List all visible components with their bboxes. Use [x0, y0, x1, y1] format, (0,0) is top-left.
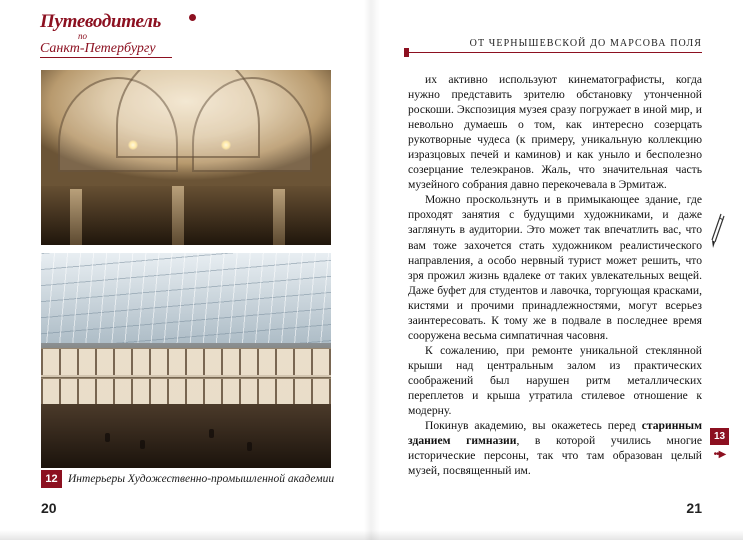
column-shape: [273, 189, 285, 245]
logo-underline: [40, 57, 172, 58]
running-head: ОТ ЧЕРНЫШЕВСКОЙ ДО МАРСОВА ПОЛЯ: [469, 38, 702, 49]
floor-shape: [41, 404, 331, 469]
paragraph: К сожалению, при ремонте уникальной стеклянной крыши над центральным залом из практических соображений был нарушен ритм металлических переплетов и крыша утратила стилевое отношение к модерну.: [408, 343, 702, 418]
figure-silhouette: [209, 429, 214, 438]
right-page: [371, 0, 743, 540]
lamp-icon: [221, 140, 231, 150]
page-number-right: 21: [686, 500, 702, 516]
reference-badge: 13: [710, 428, 729, 445]
arcade-row: [41, 349, 331, 375]
column-shape: [70, 189, 82, 245]
paragraph-tail: , в которой учились многие исторические персоны, так что там образован целый музей, посвященный им.: [408, 434, 702, 478]
logo-subtitle: Санкт-Петербургу: [40, 41, 156, 56]
figure-silhouette: [105, 433, 110, 442]
reference-arrow-icon: ••▶: [713, 449, 726, 460]
glass-roof-shape: [41, 253, 331, 343]
arcade-row: [41, 379, 331, 405]
logo-title: Путеводитель: [40, 11, 161, 32]
vault-ceiling-photo: [41, 70, 331, 245]
paragraph: их активно используют кинематографисты, когда нужно представить зрителю обстановку утонченной роскоши. Экспозиция музея сразу погружает в иной мир, и невольно думаешь о том, как интересно созерцать рукотворные чудеса (к примеру, уникальную коллекцию изразцовых печей и каминов) и как уныло и бесполезно созерцание телеэкранов. Жаль, что значительная часть музейного собрания давно перекочевала в Эрмитаж.: [408, 73, 702, 192]
page-number-left: 20: [41, 500, 57, 516]
courtyard-illustration: [41, 253, 331, 468]
left-page: [0, 0, 371, 540]
figure-silhouette: [140, 440, 145, 449]
paragraph-last: [408, 418, 702, 478]
vault-ceiling-illustration: [41, 70, 331, 245]
guidebook-logo: [40, 12, 190, 58]
paragraph: Можно проскользнуть и в примыкающее здание, где проходят занятия с будущими художниками, и даже заглянуть в аудитории. Это может так впечатлить вас, что вам тоже захочется стать художником реалистического направления, а особо нервный турист может решить, что зря прожил жизнь вдалеке от таких увлекательных вещей. Даже буфет для студентов и лавочка, торгующая красками, кистями и прочими принадлежностями, могут всерьез заинтересовать. К тому же в подвале в последнее время сооружена весьма симпатичная часовня.: [408, 193, 702, 342]
logo-preposition: по: [78, 31, 87, 41]
figure-silhouette: [247, 442, 252, 451]
figure-caption: Интерьеры Художественно-промышленной академии: [68, 473, 335, 485]
gallery-level: [41, 348, 331, 378]
column-shape: [172, 186, 184, 246]
glass-roof-courtyard-photo: [41, 253, 331, 468]
header-rule: [408, 52, 702, 53]
highlighted-term: старинным зданием гимназии: [408, 419, 702, 448]
paragraph-lead: Покинув академию, вы окажетесь перед: [425, 419, 642, 433]
body-text-column: [408, 72, 702, 478]
lamp-icon: [128, 140, 138, 150]
pen-icon: [707, 212, 729, 252]
logo-dot-icon: [189, 14, 196, 21]
figure-number-badge: 12: [41, 470, 62, 488]
wall-shadow: [41, 186, 331, 246]
